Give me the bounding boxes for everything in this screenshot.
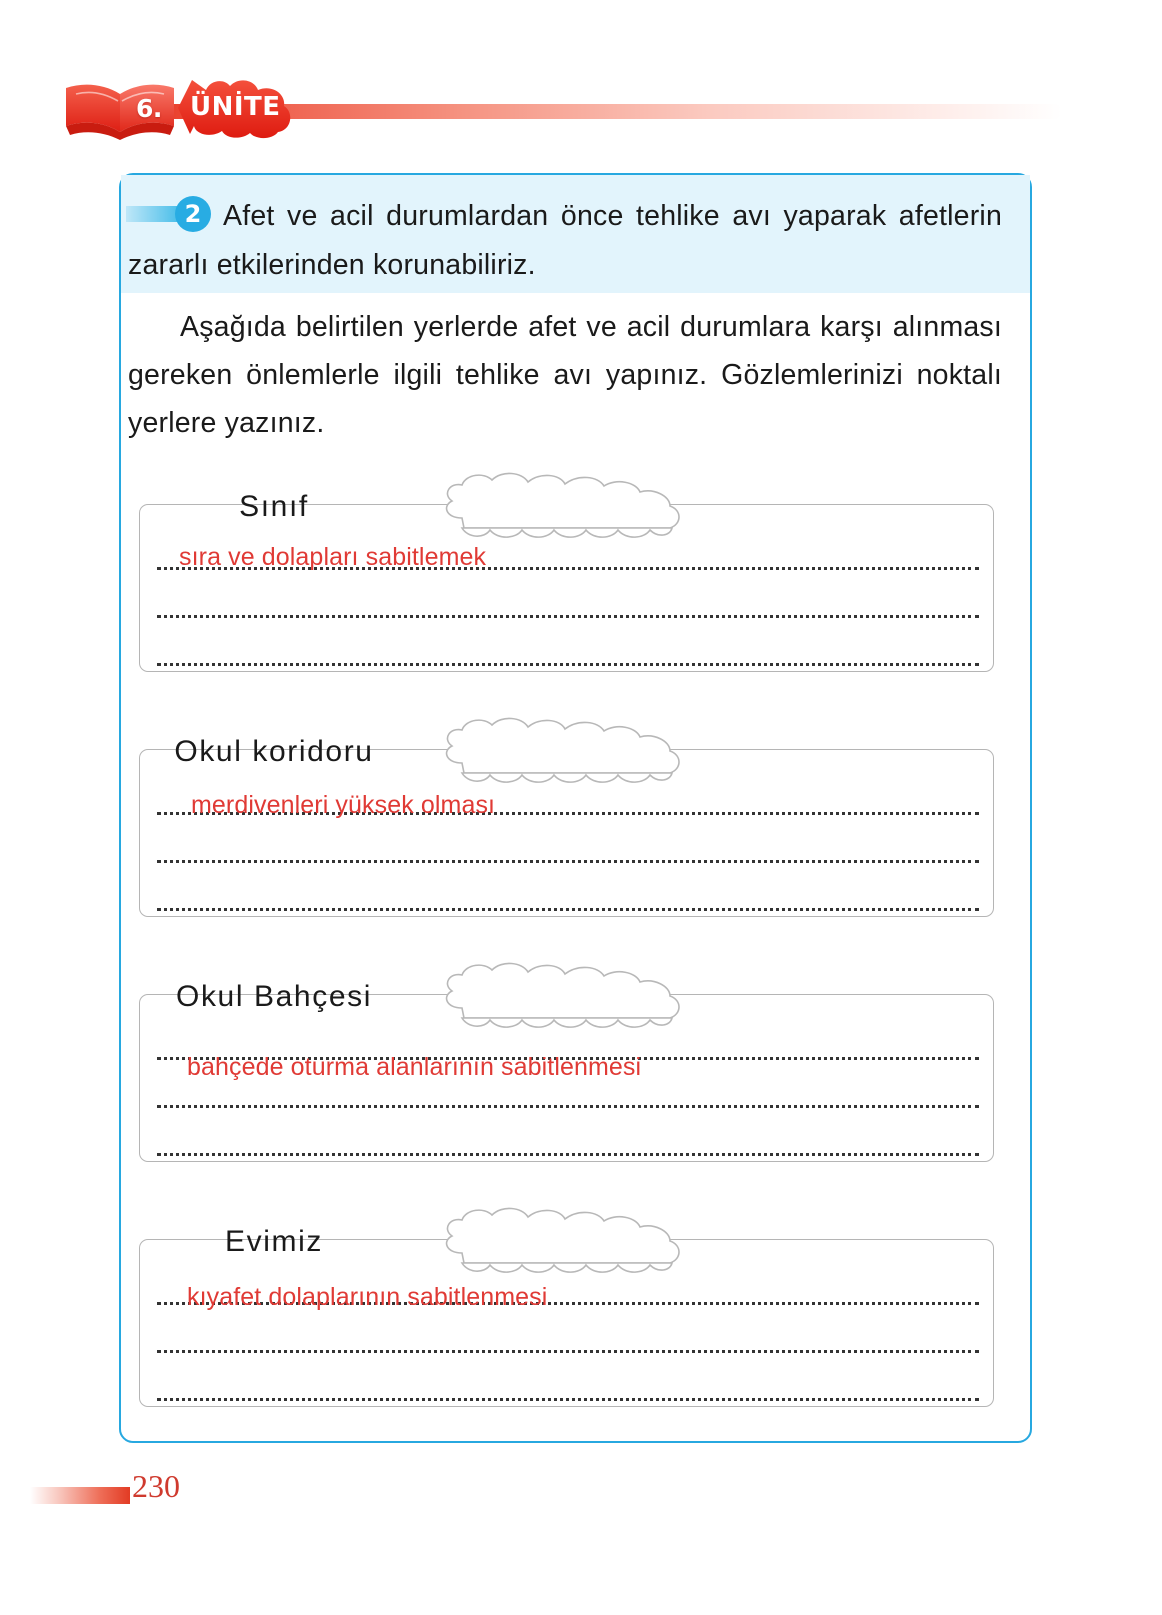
- statement-text: Afet ve acil durumlardan önce tehlike avı yaparak afetlerin zararlı etkilerinden korunabiliriz.: [128, 200, 1002, 281]
- section-title: Sınıf: [239, 490, 309, 523]
- cloud-shape: [432, 1203, 702, 1277]
- section-title: Evimiz: [225, 1225, 323, 1258]
- dotted-writing-line: [157, 1153, 979, 1156]
- dotted-writing-line: [157, 860, 979, 863]
- answer-text[interactable]: sıra ve dolapları sabitlemek: [179, 543, 487, 571]
- answer-text[interactable]: merdivenleri yüksek olması: [191, 791, 496, 819]
- unit-label: ÜNİTE: [190, 92, 281, 122]
- dotted-writing-line: [157, 663, 979, 666]
- section-title: Okul koridoru: [174, 735, 374, 768]
- cloud-shape: [432, 958, 702, 1032]
- cloud-shape: [432, 713, 702, 787]
- dotted-writing-line: [157, 1398, 979, 1401]
- unit-number: 6.: [136, 94, 162, 123]
- unit-banner: [0, 76, 1062, 142]
- dotted-writing-line: [157, 1350, 979, 1353]
- page-number: 230: [132, 1468, 180, 1504]
- footer-accent-bar: [30, 1487, 130, 1504]
- instruction-text: Aşağıda belirtilen yerlerde afet ve acil durumlara karşı alınması gereken önlemlerle ilgili tehlike avı yapınız. Gözlemlerinizi noktalı yerlere yazınız.: [128, 311, 1002, 439]
- cloud-shape: [432, 468, 702, 542]
- dotted-writing-line: [157, 908, 979, 911]
- section-title: Okul Bahçesi: [176, 980, 372, 1013]
- statement-number-badge: 2: [175, 196, 211, 232]
- dotted-writing-line: [157, 615, 979, 618]
- open-book-icon: [62, 78, 182, 140]
- answer-text[interactable]: kıyafet dolaplarının sabitlenmesi: [187, 1283, 548, 1311]
- answer-text[interactable]: bahçede oturma alanlarının sabitlenmesi: [187, 1053, 642, 1081]
- dotted-writing-line: [157, 1105, 979, 1108]
